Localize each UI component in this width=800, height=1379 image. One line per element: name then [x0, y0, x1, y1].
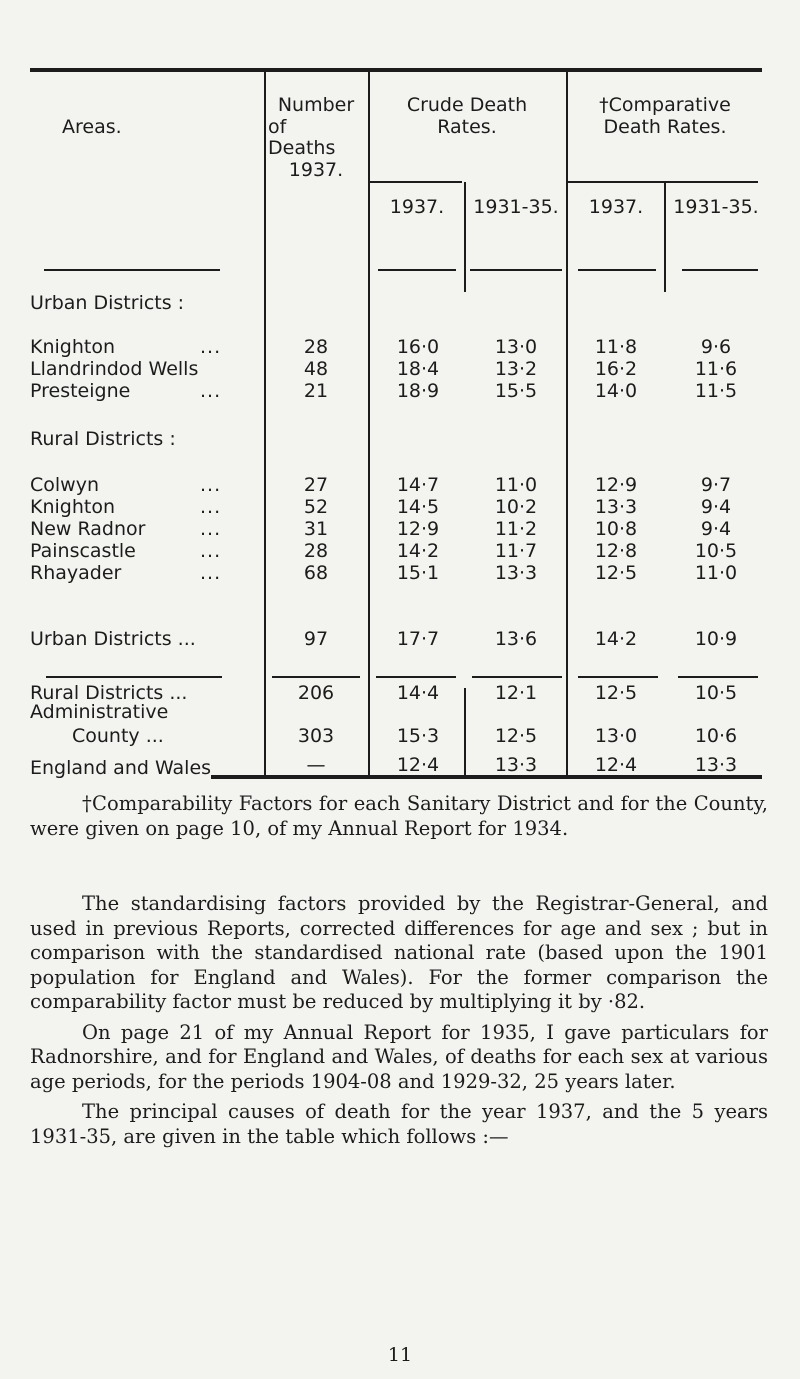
header-comparative: †Comparative — [599, 94, 731, 116]
row-dots: ... — [200, 562, 222, 584]
row-comp-1937: 14·0 — [594, 380, 638, 402]
row-crude-1937: 18·9 — [396, 380, 440, 402]
row-area: Knighton — [30, 496, 115, 518]
row-dots: ... — [200, 474, 222, 496]
header-rule — [378, 269, 456, 271]
row-area: Painscastle — [30, 540, 136, 562]
paragraph: On page 21 of my Annual Report for 1935, I gave particulars for Radnorshire, and for England and Wales, of deaths for each sex at various age periods, for the periods 1904-08 and 1929-32, 25 years later. — [30, 1020, 768, 1093]
row-comp-1931-35: 10·5 — [694, 540, 738, 562]
row-comp-1937: 12·4 — [594, 754, 638, 776]
row-area: County ... — [72, 725, 164, 747]
page-number: 11 — [387, 1344, 413, 1366]
header-rule — [470, 269, 562, 271]
row-comp-1937: 13·3 — [594, 496, 638, 518]
row-crude-1937: 14·5 — [396, 496, 440, 518]
body-text — [30, 892, 768, 1149]
row-crude-1937: 12·9 — [396, 518, 440, 540]
row-comp-1937: 12·5 — [594, 562, 638, 584]
section-rule — [472, 676, 562, 678]
row-area: Rhayader — [30, 562, 122, 584]
row-comp-1931-35: 9·6 — [700, 336, 732, 358]
section-rule — [46, 676, 222, 678]
row-comp-1931-35: 11·5 — [694, 380, 738, 402]
row-dots: ... — [200, 518, 222, 540]
row-dots: ... — [200, 380, 222, 402]
header-comparative-rates: Death Rates. — [603, 116, 727, 138]
row-crude-1937: 16·0 — [396, 336, 440, 358]
row-crude-1931-35: 12·5 — [494, 725, 538, 747]
row-comp-1937: 11·8 — [594, 336, 638, 358]
row-crude-1931-35: 11·7 — [494, 540, 538, 562]
row-area: Colwyn — [30, 474, 99, 496]
column-divider — [264, 70, 266, 777]
row-area: Urban Districts ... — [30, 628, 196, 650]
row-area: Presteigne — [30, 380, 131, 402]
row-crude-1931-35: 13·6 — [494, 628, 538, 650]
header-crude: Crude Death — [406, 94, 528, 116]
row-crude-1931-35: 10·2 — [494, 496, 538, 518]
row-comp-1931-35: 9·4 — [700, 518, 732, 540]
row-crude-1931-35: 13·3 — [494, 754, 538, 776]
row-area: England and Wales — [30, 757, 212, 779]
row-comp-1931-35: 9·7 — [700, 474, 732, 496]
row-comp-1931-35: 10·6 — [694, 725, 738, 747]
row-comp-1937: 10·8 — [594, 518, 638, 540]
section-rule — [376, 676, 456, 678]
row-deaths: 21 — [303, 380, 329, 402]
row-dots: ... — [200, 540, 222, 562]
row-comp-1937: 16·2 — [594, 358, 638, 380]
section-rule — [578, 676, 658, 678]
row-comp-1931-35: 11·6 — [694, 358, 738, 380]
header-of: of — [268, 116, 287, 138]
header-rule — [682, 269, 758, 271]
header-rule — [578, 269, 656, 271]
header-year: 1937. — [288, 159, 344, 181]
footnote — [30, 792, 768, 841]
header-crude-rates: Rates. — [437, 116, 497, 138]
row-comp-1937: 14·2 — [594, 628, 638, 650]
row-deaths: 27 — [303, 474, 329, 496]
header-deaths: Deaths — [268, 137, 336, 159]
header-crude-1931-35: 1931-35. — [473, 196, 559, 218]
section-rule — [678, 676, 758, 678]
section-rule — [272, 676, 360, 678]
row-deaths: — — [306, 754, 326, 776]
table-top-rule — [30, 68, 762, 72]
header-areas: Areas. — [62, 116, 122, 138]
row-crude-1937: 15·3 — [396, 725, 440, 747]
section-urban-title: Urban Districts : — [30, 292, 185, 314]
footnote-text: †Comparability Factors for each Sanitary District and for the County, were given on page 10, of my Annual Report for 1934. — [30, 792, 768, 840]
row-deaths: 48 — [303, 358, 329, 380]
header-comp-1937: 1937. — [588, 196, 644, 218]
row-comp-1937: 13·0 — [594, 725, 638, 747]
header-rule — [568, 181, 758, 183]
row-deaths: 303 — [297, 725, 335, 747]
row-crude-1931-35: 11·0 — [494, 474, 538, 496]
header-rule — [44, 269, 220, 271]
row-crude-1931-35: 13·2 — [494, 358, 538, 380]
row-comp-1937: 12·8 — [594, 540, 638, 562]
header-number: Number — [277, 94, 355, 116]
row-deaths: 52 — [303, 496, 329, 518]
row-deaths: 68 — [303, 562, 329, 584]
row-comp-1931-35: 11·0 — [694, 562, 738, 584]
row-area-line1: Administrative — [30, 701, 169, 723]
row-comp-1931-35: 10·5 — [694, 682, 738, 704]
row-deaths: 97 — [303, 628, 329, 650]
row-area: Rural Districts ... — [30, 682, 188, 704]
paragraph: The principal causes of death for the year 1937, and the 5 years 1931-35, are given in the table which follows :— — [30, 1100, 768, 1148]
row-crude-1931-35: 12·1 — [494, 682, 538, 704]
section-rural-title: Rural Districts : — [30, 428, 176, 450]
row-area: New Radnor — [30, 518, 146, 540]
header-rule — [370, 181, 462, 183]
row-crude-1931-35: 11·2 — [494, 518, 538, 540]
row-comp-1931-35: 9·4 — [700, 496, 732, 518]
row-crude-1937: 14·2 — [396, 540, 440, 562]
header-comp-1931-35: 1931-35. — [673, 196, 759, 218]
row-crude-1931-35: 13·0 — [494, 336, 538, 358]
row-comp-1937: 12·5 — [594, 682, 638, 704]
column-divider — [566, 70, 568, 777]
row-crude-1937: 18·4 — [396, 358, 440, 380]
row-area: Llandrindod Wells — [30, 358, 199, 380]
column-divider — [368, 70, 370, 777]
row-area: Knighton — [30, 336, 115, 358]
paragraph: The standardising factors provided by the Registrar-General, and used in previous Reports, corrected differences for age and sex ; but in comparison with the standardised national rate (based upon the 1901 population for England and Wales). For the former comparison the comparability factor must be reduced by multiplying it by ·82. — [30, 892, 768, 1013]
row-crude-1937: 15·1 — [396, 562, 440, 584]
row-comp-1931-35: 10·9 — [694, 628, 738, 650]
row-deaths: 28 — [303, 336, 329, 358]
row-deaths: 31 — [303, 518, 329, 540]
row-dots: ... — [200, 496, 222, 518]
row-crude-1937: 12·4 — [396, 754, 440, 776]
row-crude-1931-35: 13·3 — [494, 562, 538, 584]
row-dots: ... — [200, 336, 222, 358]
row-crude-1931-35: 15·5 — [494, 380, 538, 402]
header-crude-1937: 1937. — [389, 196, 445, 218]
row-comp-1937: 12·9 — [594, 474, 638, 496]
row-deaths: 28 — [303, 540, 329, 562]
row-crude-1937: 14·7 — [396, 474, 440, 496]
row-deaths: 206 — [297, 682, 335, 704]
row-crude-1937: 14·4 — [396, 682, 440, 704]
row-comp-1931-35: 13·3 — [694, 754, 738, 776]
row-crude-1937: 17·7 — [396, 628, 440, 650]
